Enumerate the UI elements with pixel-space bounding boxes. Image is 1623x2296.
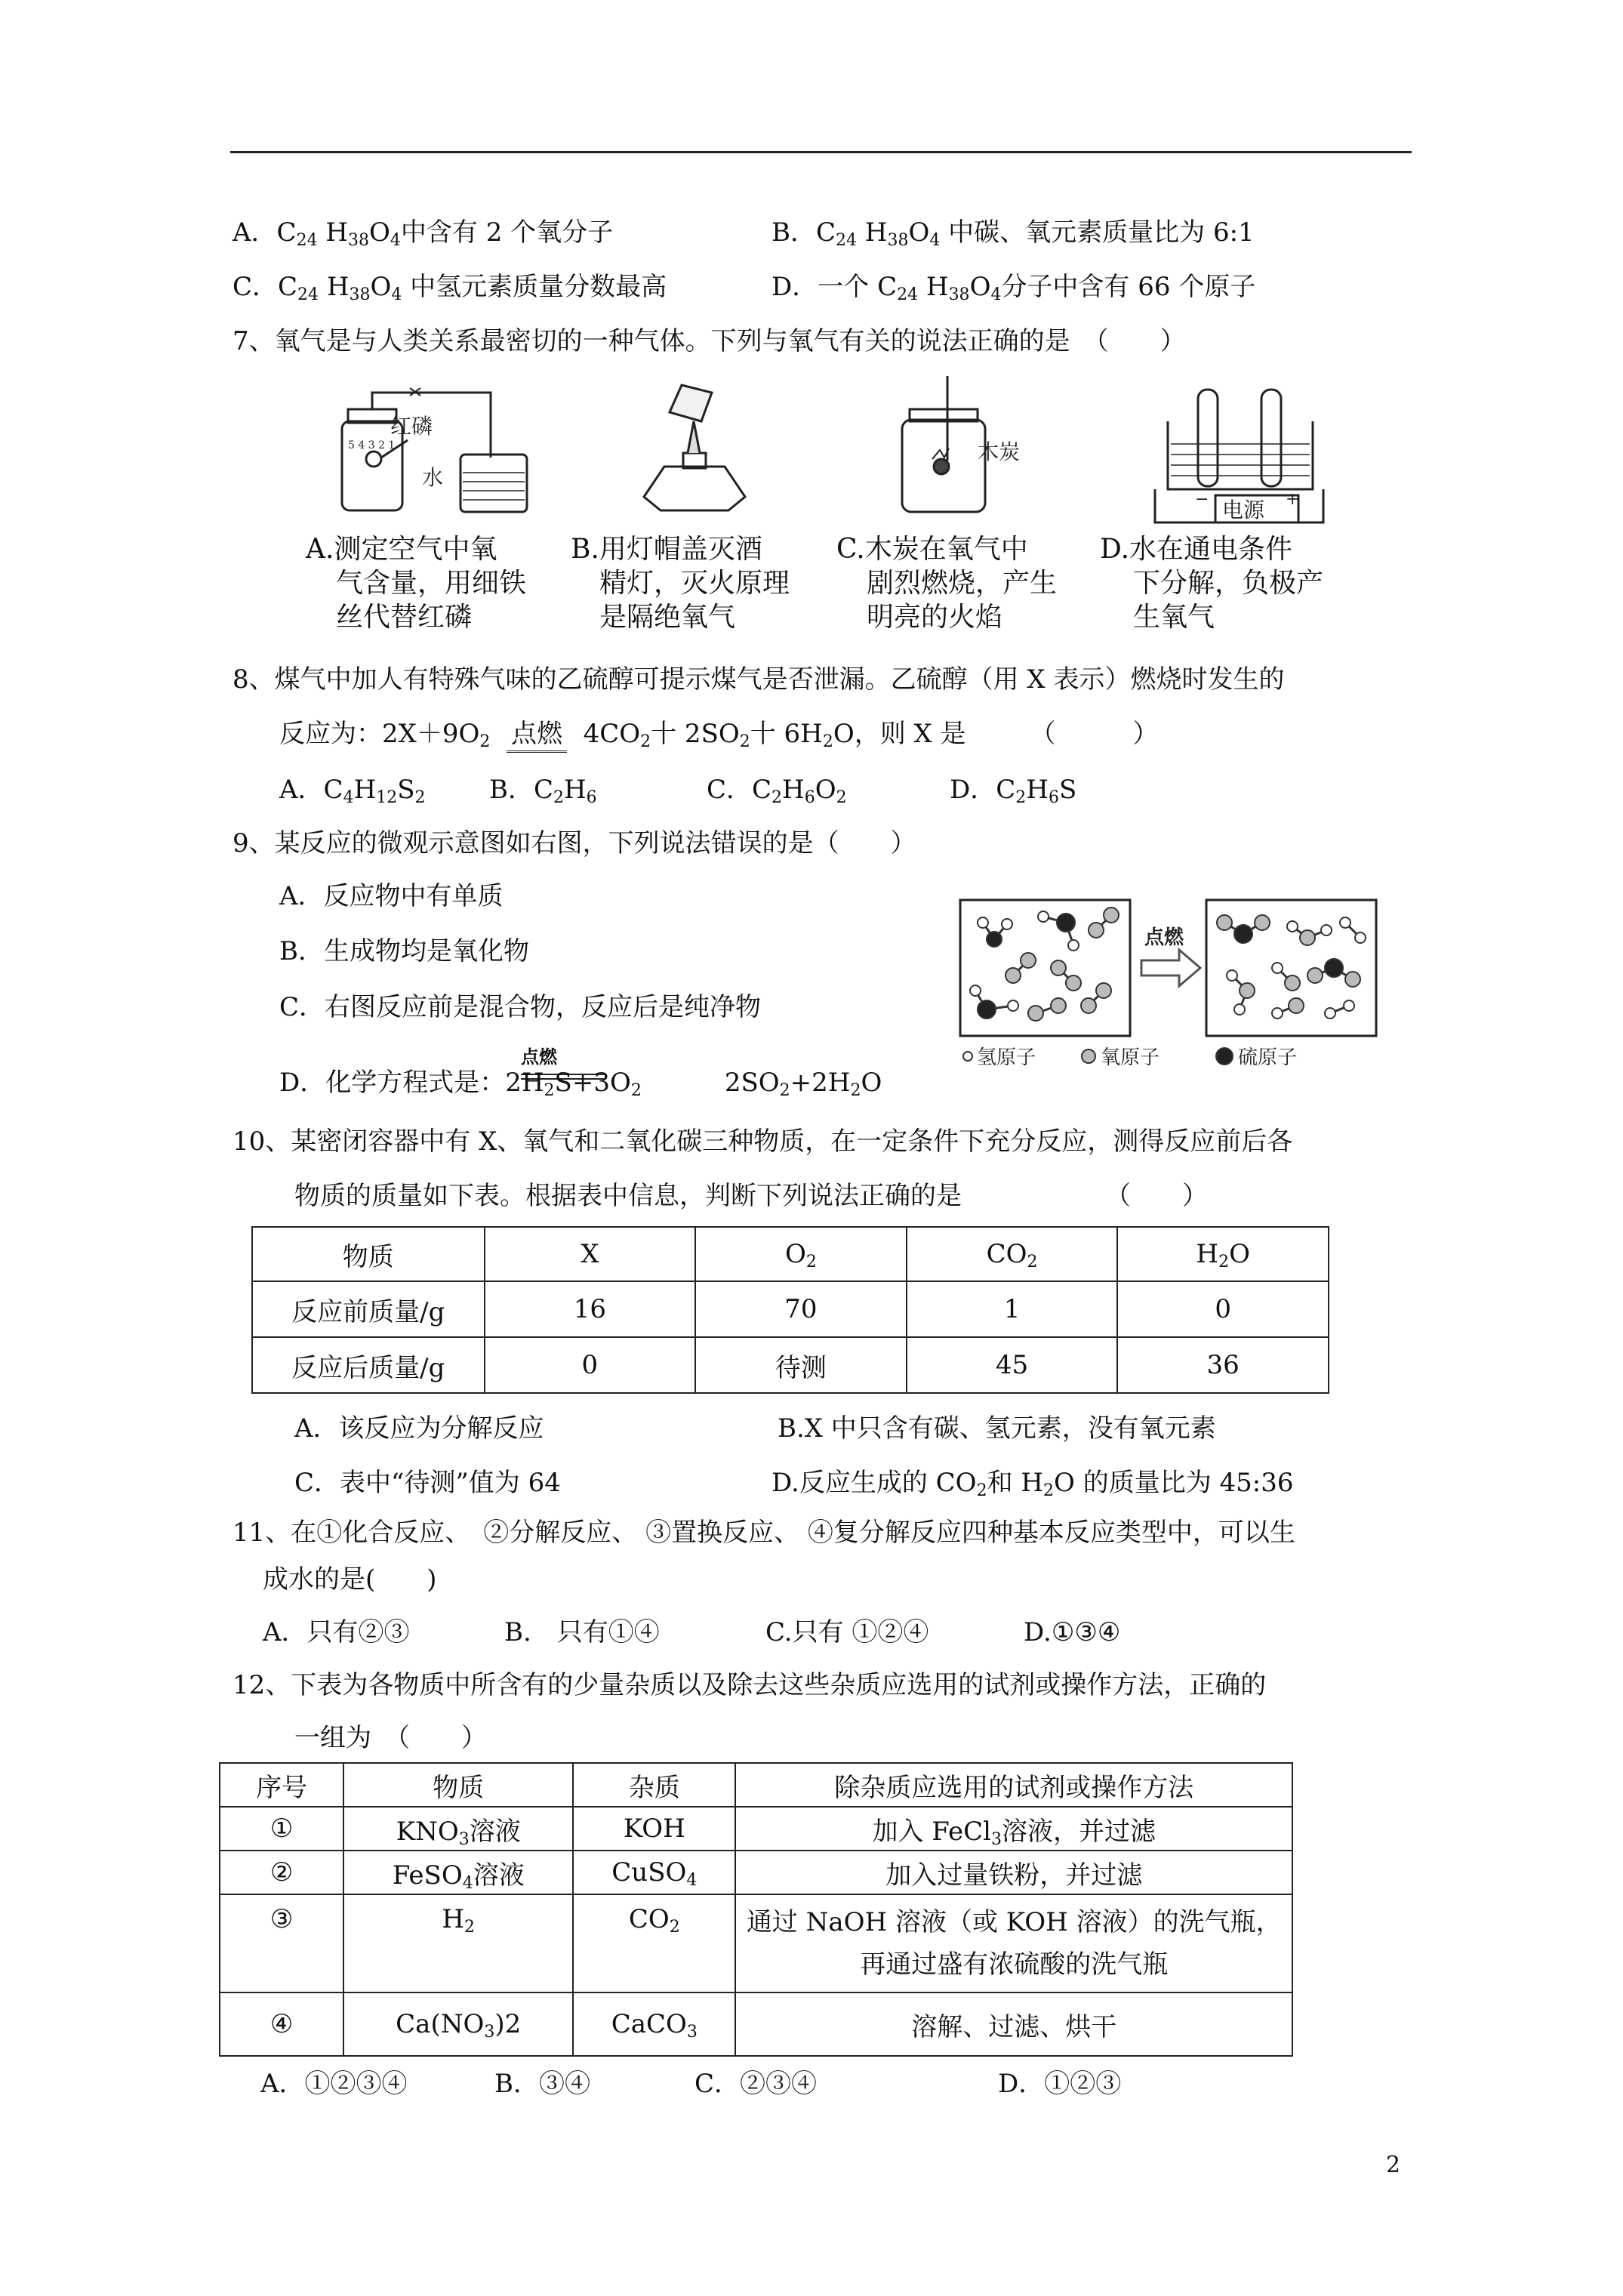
q9-option-c: C．右图反应前是混合物，反应后是纯净物 — [279, 992, 762, 1022]
q12-table — [219, 1762, 1293, 2057]
q12-line1: 12、下表为各物质中所含有的少量杂质以及除去这些杂质应选用的试剂或操作方法，正确的 — [233, 1670, 1267, 1700]
q10-option-b: B.X 中只含有碳、氢元素，没有氧元素 — [778, 1413, 1216, 1444]
red-phosphorus-label: 红磷 — [390, 414, 433, 439]
q9-micro-diagram — [953, 892, 1406, 1089]
table-row: 反应后质量/g 0 待测 45 36 — [252, 1337, 1329, 1393]
q7-figures — [328, 376, 1355, 527]
q8-line1: 8、煤气中加人有特殊气味的乙硫醇可提示煤气是否泄漏。乙硫醇（用 X 表示）燃烧时发生的 — [233, 664, 1285, 695]
header-rule — [230, 151, 1412, 153]
legend-hydrogen: 氢原子 — [977, 1046, 1036, 1069]
table-row: ① $KNO_3$溶液 KOH 加入 FeCl$_3$溶液，并过滤 — [220, 1807, 1292, 1851]
arrow-label: 点燃 — [1144, 926, 1184, 949]
q10-header-co2: $CO_2$ — [907, 1227, 1118, 1281]
q8-option-d: D．$C_2H_6S$ — [950, 775, 1077, 807]
q6-option-d: D．一个 $C_{24}$ $H_{38}O_4$分子中含有 66 个原子 — [771, 272, 1256, 304]
q12-header-substance: 物质 — [343, 1763, 573, 1807]
q10-option-d: D.反应生成的 $CO_2$和 $H_2O$ 的质量比为 45:36 — [771, 1468, 1294, 1500]
q7-caption-c: C.木炭在氧气中 剧烈燃烧，产生 明亮的火焰 — [836, 534, 1058, 633]
table-row: 反应前质量/g 16 70 1 0 — [252, 1281, 1329, 1337]
q8-option-c: C．$C_2H_6O_2$ — [707, 775, 847, 807]
q11-line2: 成水的是( ) — [263, 1564, 437, 1595]
q12-option-a: A．①②③④ — [260, 2069, 408, 2099]
q10-header-x: X — [485, 1227, 696, 1281]
q9-option-a: A．反应物中有单质 — [279, 881, 504, 911]
q10-option-a: A．该反应为分解反应 — [294, 1413, 544, 1444]
q9-eq-condition: 点燃 — [521, 1046, 557, 1068]
q11-option-b: B. 只有①④ — [504, 1617, 660, 1647]
q6-option-a: A．$C_{24}$ $H_{38}O_4$中含有 2 个氧分子 — [233, 217, 614, 250]
q7-caption-d: D.水在通电条件 下分解，负极产 生氧气 — [1100, 534, 1324, 633]
q9-option-d: D．化学方程式是：$2H_2S+3O_2$ $2SO_2+2H_2O$ — [279, 1068, 882, 1100]
q10-table — [251, 1226, 1329, 1394]
q12-line2: 一组为 （ ） — [294, 1723, 487, 1753]
q11-option-d: D.①③④ — [1024, 1617, 1121, 1647]
svg-text:+: + — [1286, 490, 1300, 509]
alcohol-lamp-figure — [644, 385, 745, 510]
q11-option-c: C.只有 ①②④ — [765, 1617, 929, 1647]
table-row: ② FeSO$_4$溶液 CuSO$_4$ 加入过量铁粉，并过滤 — [220, 1851, 1292, 1894]
q10-header-h2o: $H_2O$ — [1117, 1227, 1329, 1281]
q7-caption-a: A.测定空气中氧 气含量，用细铁 丝代替红磷 — [306, 534, 527, 633]
charcoal-label: 木炭 — [978, 439, 1021, 464]
q12-header-impurity: 杂质 — [573, 1763, 735, 1807]
q11-option-a: A．只有②③ — [263, 1617, 410, 1647]
q8-option-b: B．$C_2H_6$ — [489, 775, 597, 807]
svg-text:−: − — [1195, 490, 1209, 509]
q8-option-a: A．$C_4H_{12}S_2$ — [279, 775, 426, 807]
page-number: 2 — [1386, 2152, 1401, 2178]
q12-option-d: D．①②③ — [998, 2069, 1122, 2099]
q12-header-no: 序号 — [220, 1763, 343, 1807]
power-label: 电源 — [1222, 498, 1265, 522]
arrow-icon — [1141, 950, 1200, 986]
q8-equation: 反应为：$2X+9O_2$ 点燃 $4CO_2$十 $2SO_2$十 $6H_2O$，则 X 是 （ ） — [279, 719, 1159, 751]
q10-option-c: C．表中“待测”值为 64 — [294, 1468, 561, 1498]
q6-option-c: C．$C_{24}$ $H_{38}O_4$ 中氢元素质量分数最高 — [233, 272, 667, 304]
q9-stem: 9、某反应的微观示意图如右图，下列说法错误的是（ ） — [233, 828, 916, 858]
water-label: 水 — [422, 465, 444, 490]
q12-option-c: C．②③④ — [694, 2069, 818, 2099]
q7-stem: 7、氧气是与人类关系最密切的一种气体。下列与氧气有关的说法正确的是 （ ） — [233, 326, 1186, 356]
q9-option-b: B．生成物均是氧化物 — [279, 936, 529, 966]
q12-header-method: 除杂质应选用的试剂或操作方法 — [735, 1763, 1292, 1807]
table-row: ③ $H_2$ $CO_2$ 通过 NaOH 溶液（或 KOH 溶液）的洗气瓶， 再通过盛有浓硫酸的洗气瓶 — [220, 1894, 1292, 1992]
q12-option-b: B．③④ — [494, 2069, 590, 2099]
q6-option-b: B．$C_{24}$ $H_{38}O_4$ 中碳、氧元素质量比为 6:1 — [771, 217, 1255, 250]
scale-label: 5 4 3 2 1 — [348, 439, 396, 451]
legend-sulfur: 硫原子 — [1238, 1046, 1298, 1069]
charcoal-jar-figure — [902, 376, 985, 512]
q10-header-substance: 物质 — [252, 1227, 485, 1281]
q7-caption-b: B.用灯帽盖灭酒 精灯，灭火原理 是隔绝氧气 — [571, 534, 790, 633]
q11-line1: 11、在①化合反应、 ②分解反应、 ③置换反应、 ④复分解反应四种基本反应类型中，可以生 — [233, 1518, 1295, 1548]
table-row: ④ $Ca(NO_3)2$ CaCO$_3$ 溶解、过滤、烘干 — [220, 1992, 1292, 2056]
q10-line2: 物质的质量如下表。根据表中信息，判断下列说法正确的是 （ ） — [294, 1181, 1208, 1211]
q10-header-o2: $O_2$ — [695, 1227, 907, 1281]
legend-oxygen: 氧原子 — [1101, 1046, 1160, 1069]
q10-line1: 10、某密闭容器中有 X、氧气和二氧化碳三种物质，在一定条件下充分反应，测得反应前后各 — [233, 1126, 1293, 1157]
